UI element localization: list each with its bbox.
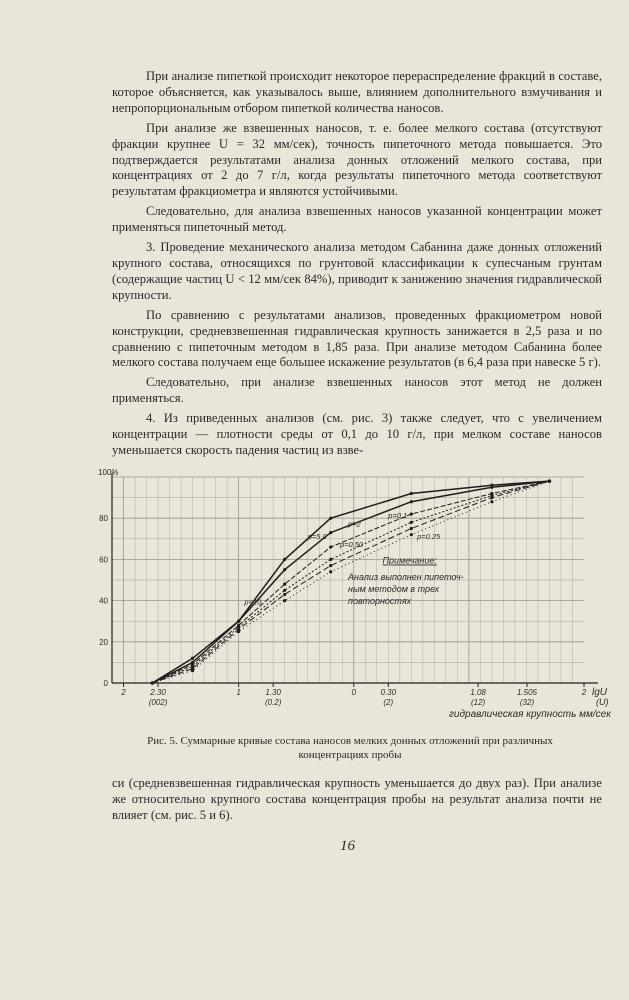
x-tick-label: 0	[351, 688, 356, 697]
paragraph: По сравнению с результатами анализов, проведенных фракциометром новой конструкции, средневзвешенная гидравлическая крупность занижается в 2,5 раза и по сравнению с пипеточным методом в 1,85 раза. При анализе методом Сабанина более мелкого состава получаем еще большее искажение результатов (в 6,4 раза при навеске 5 г).	[112, 307, 602, 370]
y-tick-label: 60	[99, 555, 108, 565]
figure-chart	[98, 467, 624, 727]
paragraph: При анализе пипеткой происходит некоторое перераспределение фракций в составе, которое объясняется, как указывалось выше, влиянием дополнительного взмучивания и непропорциональным отбором пипеткой количества наносов.	[112, 69, 602, 115]
x-axis-label-right-paren: (U)	[596, 697, 609, 707]
series-point	[329, 517, 332, 520]
series-point	[410, 533, 413, 536]
series-point	[283, 558, 286, 561]
paragraph: 4. Из приведенных анализов (см. рис. 3) также следует, что с увеличением концентрации — плотности среды от 0,1 до 10 г/л, при мелком составе наносов уменьшается скорость падения частиц из взве-	[112, 411, 602, 457]
annotation-line: ным методом в трех	[348, 584, 440, 594]
y-tick-label: 20	[99, 637, 108, 647]
series-point	[490, 496, 493, 499]
series-point	[329, 531, 332, 534]
series-point	[329, 558, 332, 561]
series-point	[410, 492, 413, 495]
y-tick-label: 0	[103, 679, 108, 688]
series-point	[151, 681, 154, 684]
x-tick-label: 0.30	[380, 688, 397, 697]
cumulative-curves-chart	[98, 467, 624, 727]
annotation-line: повторностях	[348, 596, 412, 606]
series-point	[329, 570, 332, 573]
series-label: p=0.50	[339, 540, 364, 550]
x-tick-sublabel: (32)	[519, 698, 535, 707]
x-tick-label: 1	[236, 688, 241, 697]
series-point	[283, 593, 286, 596]
x-tick-sublabel: (2)	[383, 698, 394, 707]
series-point	[490, 500, 493, 503]
series-point	[410, 521, 413, 524]
y-tick-label: 80	[99, 514, 108, 524]
series-point	[410, 527, 413, 530]
series-point	[237, 630, 240, 633]
x-tick-label: 2	[121, 688, 126, 697]
annotation-line: Анализ выполнен пипеточ-	[348, 572, 464, 582]
series-point	[329, 545, 332, 548]
series-point	[490, 486, 493, 489]
x-tick-label: 1.30	[265, 688, 281, 697]
y-axis-label: 100%	[98, 468, 119, 477]
series-label: p=0.1	[388, 511, 408, 521]
series-point	[283, 568, 286, 571]
x-tick-sublabel: (0.2)	[264, 698, 282, 707]
series-point	[283, 589, 286, 592]
series-point	[410, 512, 413, 515]
body-text-bottom	[112, 776, 602, 828]
y-tick-label: 40	[99, 596, 108, 606]
series-point	[548, 480, 551, 483]
figure-caption: Рис. 5. Суммарные кривые состава наносов мелких донных отложений при различных концентрациях пробы	[147, 735, 553, 761]
series-point	[237, 620, 240, 623]
x-axis-label: гидравлическая крупность мм/сек	[449, 709, 611, 720]
x-tick-sublabel: (002)	[148, 698, 168, 707]
series-label: p=5.0	[307, 531, 327, 541]
paragraph: Следовательно, для анализа взвешенных наносов указанной концентрации может применяться пипеточный метод.	[112, 204, 602, 235]
series-point	[191, 669, 194, 672]
paragraph: При анализе же взвешенных наносов, т. е. более мелкого состава (отсутствуют фракции крупнее U = 32 мм/сек), точность пипеточного метода повышается. Это подтверждается результатами анализа донных отложений мелкого состава, при концентрациях от 2 до 7 г/л, когда результаты пипеточного метода соответствуют результатам фракциометра и являются устойчивыми.	[112, 120, 602, 199]
series-label: p=2	[348, 519, 361, 529]
paragraph: Следовательно, при анализе взвешенных наносов этот метод не должен применяться.	[112, 375, 602, 406]
page-number: 16	[340, 838, 355, 854]
series-point	[283, 583, 286, 586]
x-tick-label: 2	[581, 688, 587, 697]
x-tick-sublabel: (12)	[470, 698, 486, 707]
body-text-top	[112, 69, 602, 463]
series-label: p=10	[244, 597, 262, 607]
x-tick-label: 2.30	[150, 688, 166, 697]
series-point	[329, 564, 332, 567]
paragraph: си (средневзвешенная гидравлическая крупность уменьшается до двух раз). При анализе же относительно крупного состава концентрация пробы на результат анализа почти не влияет (см. рис. 5 и 6).	[112, 776, 602, 822]
series-point	[283, 599, 286, 602]
paragraph: 3. Проведение механического анализа методом Сабанина даже донных отложений крупного состава, относящихся по грунтовой классификации к супесчаным грунтам (содержащие частиц U < 12 мм/сек 84%), приводит к занижению значения гидравлической крупности.	[112, 240, 602, 302]
x-tick-label: 1.505	[516, 688, 538, 697]
series-label: p=0.25	[417, 531, 441, 541]
x-axis-label-right: lgU	[592, 687, 608, 698]
annotation-title: Примечание:	[382, 555, 437, 566]
x-tick-label: 1.08	[470, 688, 486, 697]
series-point	[191, 657, 194, 660]
series-point	[410, 500, 413, 503]
